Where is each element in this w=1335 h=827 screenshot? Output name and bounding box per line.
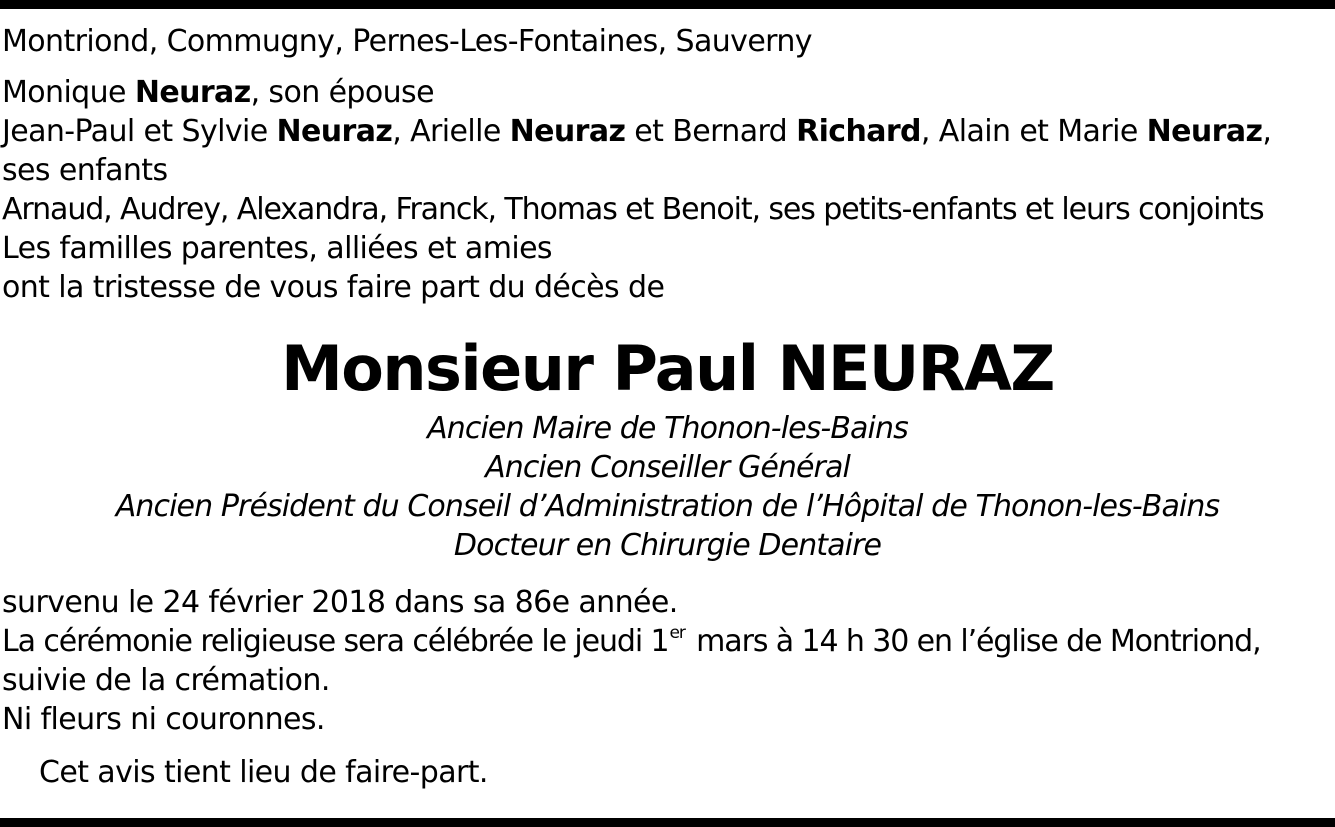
bottom-rule (0, 818, 1335, 827)
children-p2-partner-last: Richard (796, 114, 921, 149)
ceremony-ordinal: er (669, 623, 685, 643)
spouse-last-name: Neuraz (134, 75, 251, 110)
top-rule (0, 0, 1335, 9)
deceased-name: Monsieur Paul NEURAZ (281, 332, 1054, 405)
grandchildren-line: Arnaud, Audrey, Alexandra, Franck, Thomas et Benoit, ses petits-enfants et leurs conjoints (2, 192, 1264, 227)
children-p3-last: Neuraz (1146, 114, 1263, 149)
children-p3-end: , (1262, 114, 1272, 149)
cremation-line: suivie de la crémation. (2, 663, 330, 698)
closing-line: Cet avis tient lieu de faire-part. (39, 755, 488, 790)
children-p1-first: Jean-Paul et Sylvie (2, 114, 277, 149)
children-p2-first: , Arielle (392, 114, 510, 149)
flowers-line: Ni fleurs ni couronnes. (2, 702, 325, 737)
death-line: survenu le 24 février 2018 dans sa 86e année. (2, 585, 678, 620)
title-line: Ancien Conseiller Général (485, 450, 850, 485)
spouse-first-name: Monique (2, 75, 135, 110)
obituary-notice (2, 22, 1333, 792)
title-line: Docteur en Chirurgie Dentaire (453, 528, 882, 563)
children-p3-first: , Alain et Marie (920, 114, 1147, 149)
children-p2-last: Neuraz (509, 114, 626, 149)
spouse-line (2, 73, 1333, 112)
children-line (2, 112, 1333, 151)
children-p1-last: Neuraz (276, 114, 393, 149)
ceremony-before: La cérémonie religieuse sera célébrée le jeudi 1 (2, 624, 669, 659)
relatives-line: Les familles parentes, alliées et amies (2, 231, 552, 266)
title-line: Ancien Président du Conseil d’Administration de l’Hôpital de Thonon-les-Bains (115, 489, 1220, 524)
ceremony-line (2, 622, 1333, 661)
spouse-role: , son épouse (250, 75, 434, 110)
children-role: ses enfants (2, 153, 168, 188)
places-line: Montriond, Commugny, Pernes-Les-Fontaines, Sauverny (2, 24, 812, 59)
title-line: Ancien Maire de Thonon-les-Bains (427, 411, 908, 446)
children-p2-join: et Bernard (625, 114, 797, 149)
deceased-titles (2, 409, 1333, 565)
ceremony-after: mars à 14 h 30 en l’église de Montriond, (687, 624, 1261, 659)
announcement-line: ont la tristesse de vous faire part du décès de (2, 270, 665, 305)
